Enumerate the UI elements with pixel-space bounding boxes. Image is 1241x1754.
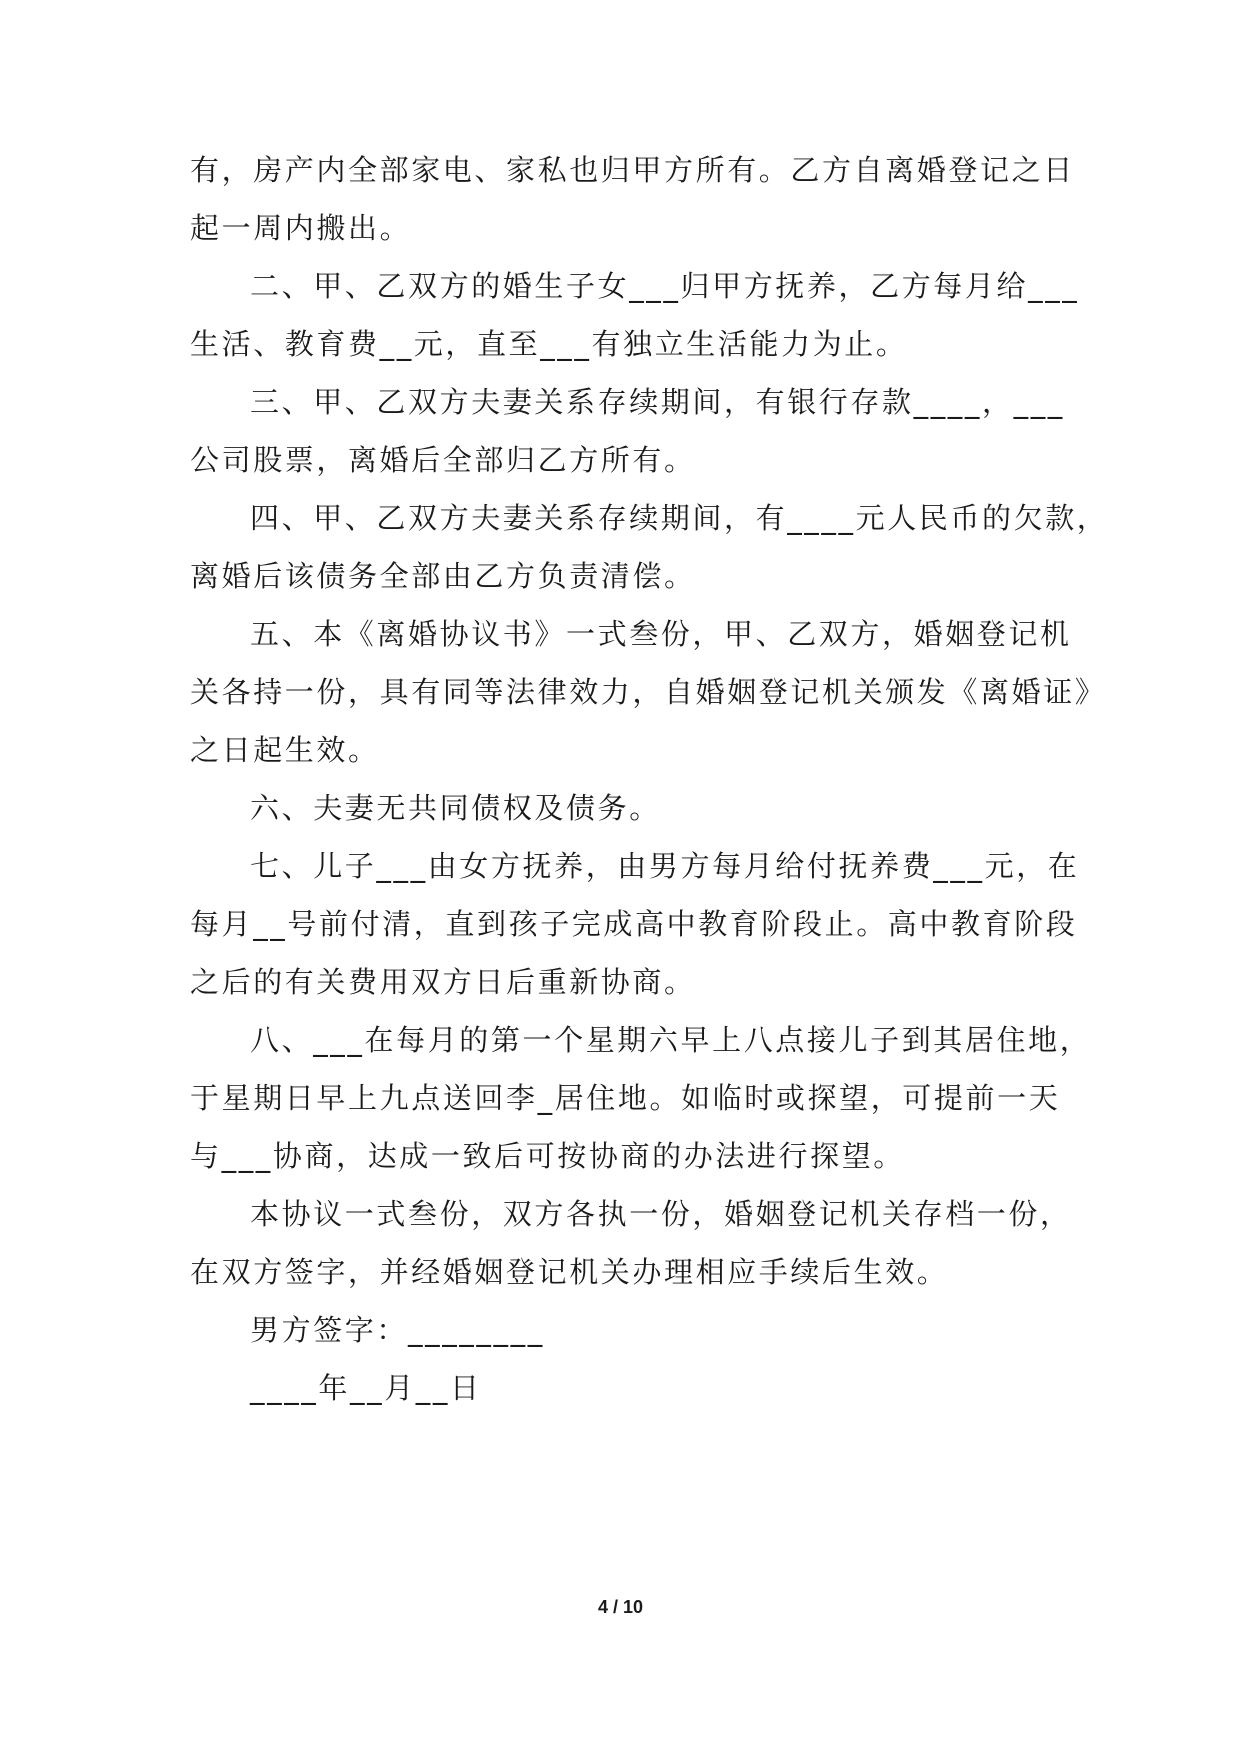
closing-clause-line: 本协议一式叁份，双方各执一份，婚姻登记机关存档一份， (250, 1197, 1072, 1231)
date-line: ____年__月__日 (250, 1371, 482, 1405)
text-line: 生活、教育费__元，直至___有独立生活能力为止。 (190, 327, 908, 361)
clause-8-line: 八、___在每月的第一个星期六早上八点接儿子到其居住地， (250, 1023, 1092, 1057)
text-line: 关各持一份，具有同等法律效力，自婚姻登记机关颁发《离婚证》 (190, 675, 1107, 709)
clause-3-line: 三、甲、乙双方夫妻关系存续期间，有银行存款____，___ (250, 385, 1065, 419)
text-line: 每月__号前付清，直到孩子完成高中教育阶段止。高中教育阶段 (190, 907, 1078, 941)
text-line: 起一周内搬出。 (190, 211, 412, 245)
page-number: 4 / 10 (597, 1597, 644, 1617)
clause-6-line: 六、夫妻无共同债权及债务。 (250, 791, 661, 825)
male-signature-line: 男方签字：________ (250, 1313, 545, 1347)
clause-2-line: 二、甲、乙双方的婚生子女___归甲方抚养，乙方每月给___ (250, 269, 1080, 303)
text-line: 离婚后该债务全部由乙方负责清偿。 (190, 559, 696, 593)
clause-5-line: 五、本《离婚协议书》一式叁份，甲、乙双方，婚姻登记机 (250, 617, 1072, 651)
text-line: 之后的有关费用双方日后重新协商。 (190, 965, 696, 999)
clause-4-line: 四、甲、乙双方夫妻关系存续期间，有____元人民币的欠款， (250, 501, 1109, 535)
text-line: 于星期日早上九点送回李_居住地。如临时或探望，可提前一天 (190, 1081, 1061, 1115)
text-line: 在双方签字，并经婚姻登记机关办理相应手续后生效。 (190, 1255, 949, 1289)
text-line: 与___协商，达成一致后可按协商的办法进行探望。 (190, 1139, 905, 1173)
text-line: 之日起生效。 (190, 733, 380, 767)
text-line: 有，房产内全部家电、家私也归甲方所有。乙方自离婚登记之日 (190, 153, 1075, 187)
text-line: 公司股票，离婚后全部归乙方所有。 (190, 443, 696, 477)
clause-7-line: 七、儿子___由女方抚养，由男方每月给付抚养费___元，在 (250, 849, 1080, 883)
